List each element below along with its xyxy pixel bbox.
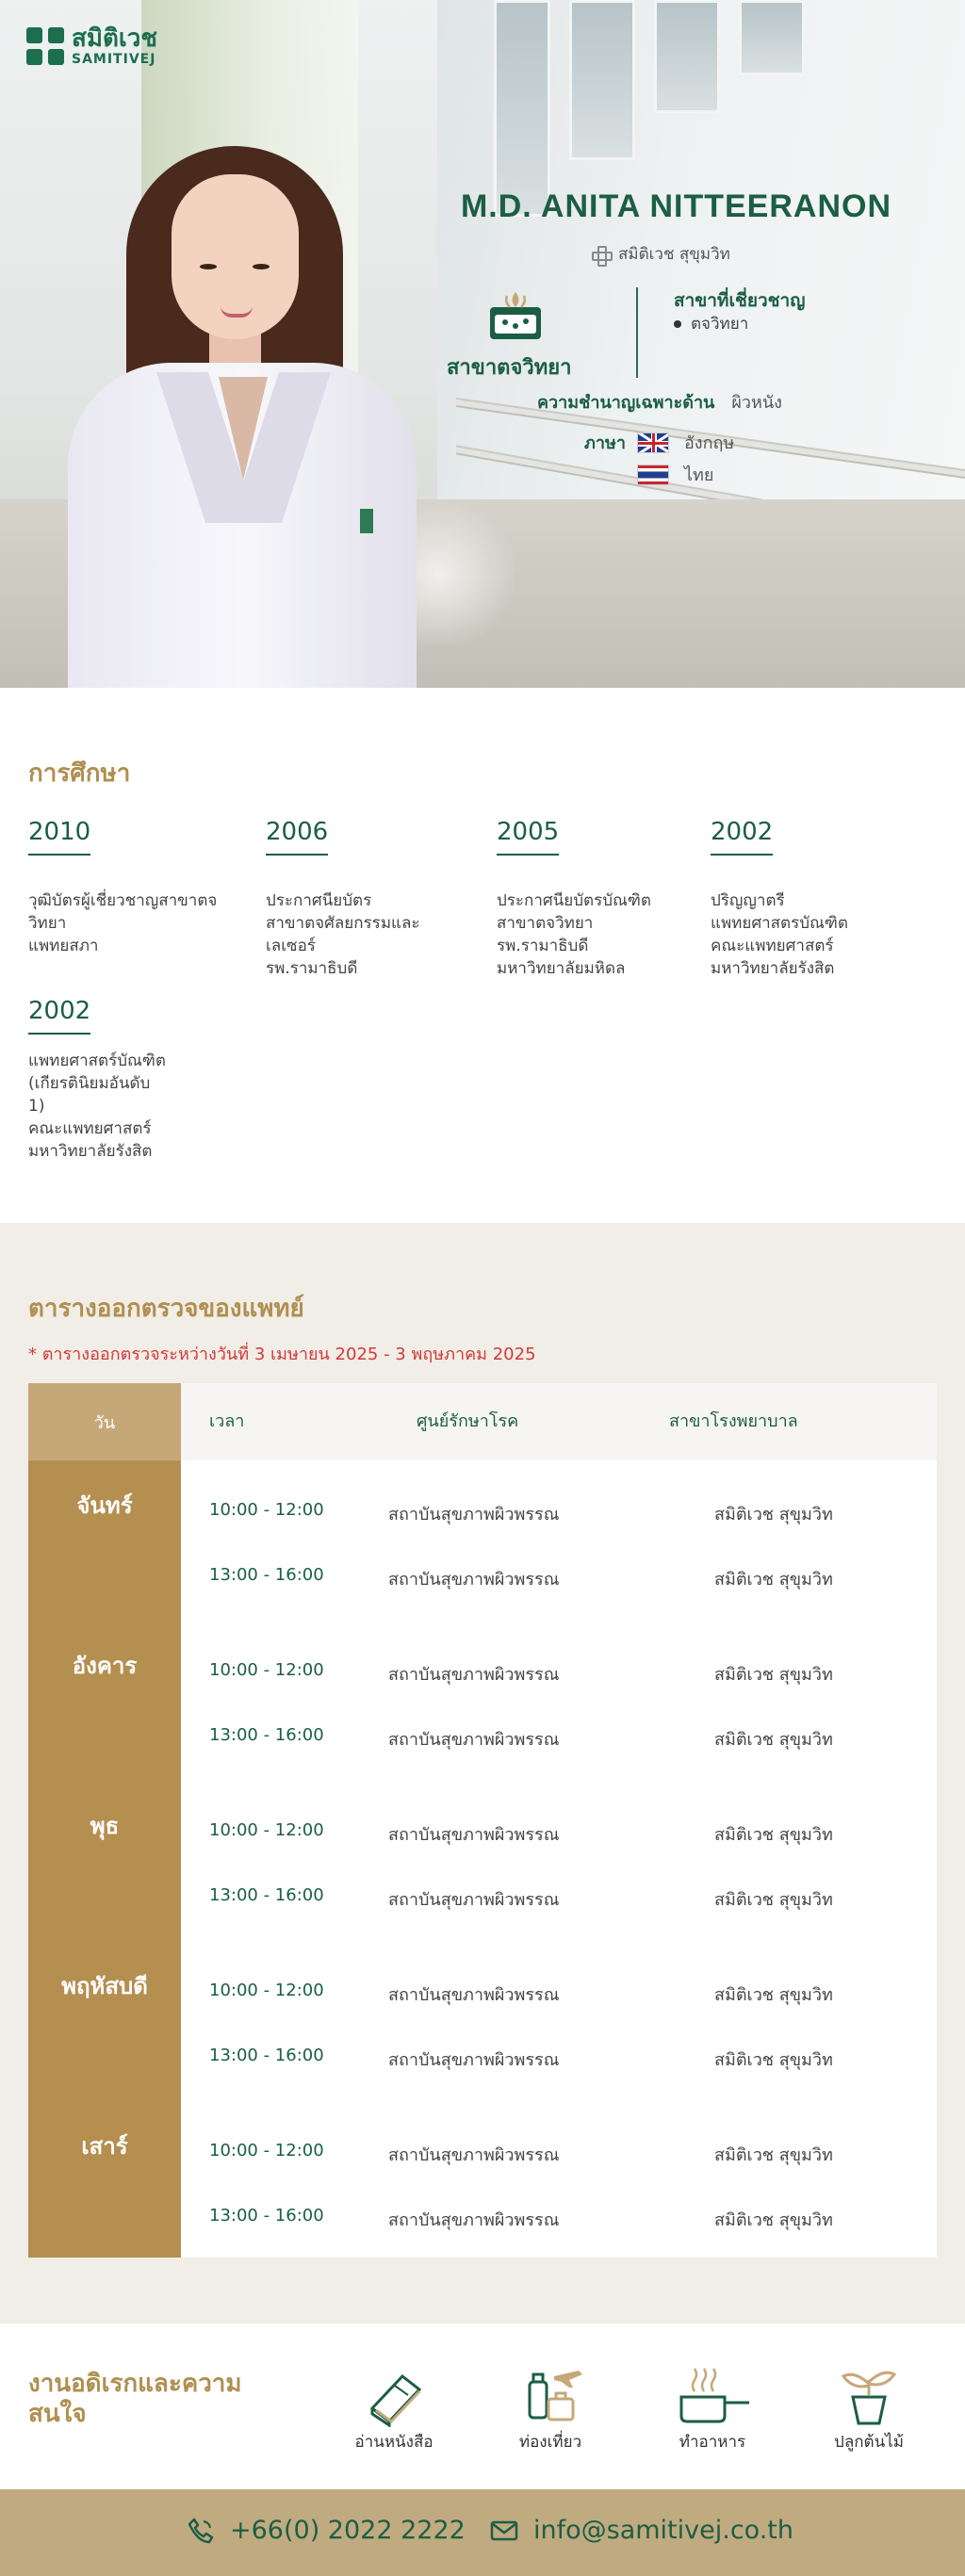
day-label: อังคาร bbox=[72, 1653, 138, 1679]
specialty-title: สาขาที่เชี่ยวชาญ bbox=[674, 290, 806, 311]
interests-section bbox=[0, 2323, 965, 2489]
schedule-slot bbox=[181, 1973, 937, 2011]
table-header bbox=[181, 1383, 937, 1460]
slot-branch: สมิติเวช สุขุมวิท bbox=[714, 1505, 833, 1524]
slot-branch: สมิติเวช สุขุมวิท bbox=[714, 2145, 833, 2165]
phone-number: +66(0) 2022 2222 bbox=[230, 2516, 466, 2545]
slot-center: สถาบันสุขภาพผิวพรรณ bbox=[388, 1985, 560, 2005]
schedule-title: ตารางออกตรวจของแพทย์ bbox=[28, 1295, 304, 1323]
book-icon bbox=[361, 2367, 427, 2427]
interest-reading bbox=[328, 2367, 460, 2454]
education-year: 2002 bbox=[28, 997, 90, 1035]
slot-center: สถาบันสุขภาพผิวพรรณ bbox=[388, 2145, 560, 2165]
samitivej-logo[interactable] bbox=[26, 26, 157, 66]
slot-center: สถาบันสุขภาพผิวพรรณ bbox=[388, 2050, 560, 2070]
slot-branch: สมิติเวช สุขุมวิท bbox=[714, 1985, 833, 2005]
slot-branch: สมิติเวช สุขุมวิท bbox=[714, 1570, 833, 1590]
education-year: 2002 bbox=[711, 818, 773, 856]
day-label: เสาร์ bbox=[81, 2133, 128, 2160]
language-english: อังกฤษ bbox=[637, 429, 734, 456]
slot-time: 13:00 - 16:00 bbox=[209, 1725, 324, 1745]
schedule-note: * ตารางออกตรวจระหว่างวันที่ 3 เมษายน 2025 - 3 พฤษภาคม 2025 bbox=[28, 1345, 536, 1364]
uk-flag-icon bbox=[637, 432, 669, 453]
doctor-hero bbox=[0, 0, 965, 688]
language-thai: ไทย bbox=[637, 461, 713, 488]
schedule-section bbox=[0, 1223, 965, 2323]
schedule-slot bbox=[181, 2038, 937, 2076]
expertise-label: ความชำนาญเฉพาะด้าน bbox=[537, 393, 715, 413]
slot-center: สถาบันสุขภาพผิวพรรณ bbox=[388, 1825, 560, 1845]
email-link[interactable] bbox=[490, 2516, 793, 2545]
email-address: info@samitivej.co.th bbox=[533, 2516, 793, 2545]
doctor-photo bbox=[68, 146, 417, 688]
education-desc: วุฒิบัตรผู้เชี่ยวชาญสาขาตจ วิทยา แพทยสภา bbox=[28, 891, 218, 955]
logo-english-text: SAMITIVEJ bbox=[72, 52, 156, 67]
interest-label: ทำอาหาร bbox=[679, 2433, 746, 2452]
slot-time: 10:00 - 12:00 bbox=[209, 1820, 324, 1840]
slot-branch: สมิติเวช สุขุมวิท bbox=[714, 2050, 833, 2070]
schedule-slot bbox=[181, 1813, 937, 1850]
education-section bbox=[0, 688, 965, 1223]
footer bbox=[0, 2489, 965, 2576]
travel-icon bbox=[513, 2367, 588, 2427]
education-item bbox=[711, 818, 927, 980]
education-desc: แพทยศาสตร์บัณฑิต (เกียรตินิยมอันดับ 1) คณะแพทยศาสตร์ มหาวิทยาลัยรังสิต bbox=[28, 1052, 166, 1161]
schedule-table bbox=[28, 1383, 937, 2258]
slot-time: 10:00 - 12:00 bbox=[209, 1500, 324, 1520]
phone-icon bbox=[187, 2517, 215, 2545]
education-item bbox=[28, 818, 245, 957]
day-label: พุธ bbox=[90, 1813, 120, 1839]
slot-center: สถาบันสุขภาพผิวพรรณ bbox=[388, 1505, 560, 1524]
slot-time: 13:00 - 16:00 bbox=[209, 1565, 324, 1585]
slot-time: 10:00 - 12:00 bbox=[209, 2141, 324, 2160]
slot-time: 13:00 - 16:00 bbox=[209, 2046, 324, 2065]
cooking-pot-icon bbox=[670, 2367, 755, 2427]
education-title: การศึกษา bbox=[28, 759, 131, 788]
slot-time: 10:00 - 12:00 bbox=[209, 1981, 324, 2000]
interest-label: ปลูกต้นไม้ bbox=[834, 2433, 904, 2452]
interest-gardening bbox=[803, 2367, 935, 2454]
schedule-slot bbox=[181, 1878, 937, 1916]
doctor-hospital bbox=[592, 241, 730, 267]
slot-time: 13:00 - 16:00 bbox=[209, 1885, 324, 1905]
schedule-slot bbox=[181, 1653, 937, 1690]
header-time: เวลา bbox=[209, 1411, 245, 1431]
education-item bbox=[497, 818, 713, 980]
day-label: จันทร์ bbox=[76, 1492, 133, 1519]
schedule-slot bbox=[181, 1557, 937, 1595]
header-day: วัน bbox=[28, 1383, 181, 1460]
slot-branch: สมิติเวช สุขุมวิท bbox=[714, 1825, 833, 1845]
expertise-row bbox=[537, 388, 782, 416]
education-item bbox=[266, 818, 482, 980]
hospital-cross-icon bbox=[592, 246, 609, 263]
slot-center: สถาบันสุขภาพผิวพรรณ bbox=[388, 1665, 560, 1685]
education-desc: ประกาศนียบัตรบัณฑิต สาขาตจวิทยา รพ.รามาธิบดี มหาวิทยาลัยมหิดล bbox=[497, 891, 651, 978]
info-divider bbox=[636, 287, 638, 378]
slot-branch: สมิติเวช สุขุมวิท bbox=[714, 1665, 833, 1685]
expertise-value: ผิวหนัง bbox=[731, 393, 782, 413]
interest-label: ท่องเที่ยว bbox=[518, 2433, 582, 2452]
interest-cooking bbox=[646, 2367, 778, 2454]
slot-center: สถาบันสุขภาพผิวพรรณ bbox=[388, 1570, 560, 1590]
doctor-name: M.D. ANITA NITTEERANON bbox=[460, 188, 891, 224]
hospital-name: สมิติเวช สุขุมวิท bbox=[618, 245, 730, 264]
day-label: พฤหัสบดี bbox=[61, 1973, 148, 1999]
slot-time: 13:00 - 16:00 bbox=[209, 2206, 324, 2225]
interest-travel bbox=[484, 2367, 616, 2454]
slot-branch: สมิติเวช สุขุมวิท bbox=[714, 1730, 833, 1750]
header-center: ศูนย์รักษาโรค bbox=[417, 1411, 519, 1431]
slot-center: สถาบันสุขภาพผิวพรรณ bbox=[388, 1730, 560, 1750]
header-branch: สาขาโรงพยาบาล bbox=[669, 1411, 798, 1431]
mail-icon bbox=[490, 2519, 518, 2542]
education-desc: ประกาศนียบัตร สาขาตจศัลยกรรมและ เลเซอร์ รพ.รามาธิบดี bbox=[266, 891, 420, 978]
interest-label: อ่านหนังสือ bbox=[354, 2433, 433, 2452]
thai-flag-icon bbox=[637, 465, 669, 485]
schedule-slot bbox=[181, 2133, 937, 2171]
education-year: 2005 bbox=[497, 818, 559, 856]
plant-icon bbox=[836, 2367, 902, 2427]
slot-center: สถาบันสุขภาพผิวพรรณ bbox=[388, 1890, 560, 1910]
slot-branch: สมิติเวช สุขุมวิท bbox=[714, 1890, 833, 1910]
education-year: 2010 bbox=[28, 818, 90, 856]
education-year: 2006 bbox=[266, 818, 328, 856]
department-label: สาขาตจวิทยา bbox=[447, 356, 572, 380]
education-item bbox=[28, 997, 245, 1163]
logo-thai-text: สมิติเวช bbox=[72, 24, 158, 53]
schedule-slot bbox=[181, 1492, 937, 1530]
bullet-icon bbox=[674, 320, 681, 328]
interests-title: งานอดิเรกและความสนใจ bbox=[28, 2370, 242, 2428]
phone-link[interactable] bbox=[187, 2516, 466, 2545]
slot-center: สถาบันสุขภาพผิวพรรณ bbox=[388, 2210, 560, 2230]
schedule-slot bbox=[181, 2198, 937, 2236]
schedule-slot bbox=[181, 1718, 937, 1755]
samitivej-cross-icon bbox=[26, 27, 64, 65]
education-desc: ปริญญาตรี แพทยศาสตรบัณฑิต คณะแพทยศาสตร์ มหาวิทยาลัยรังสิต bbox=[711, 891, 848, 978]
language-label: ภาษา bbox=[584, 433, 626, 453]
slot-branch: สมิติเวช สุขุมวิท bbox=[714, 2210, 833, 2230]
slot-time: 10:00 - 12:00 bbox=[209, 1660, 324, 1680]
specialty-item: ตจวิทยา bbox=[674, 311, 748, 336]
dermatology-icon bbox=[486, 290, 545, 345]
